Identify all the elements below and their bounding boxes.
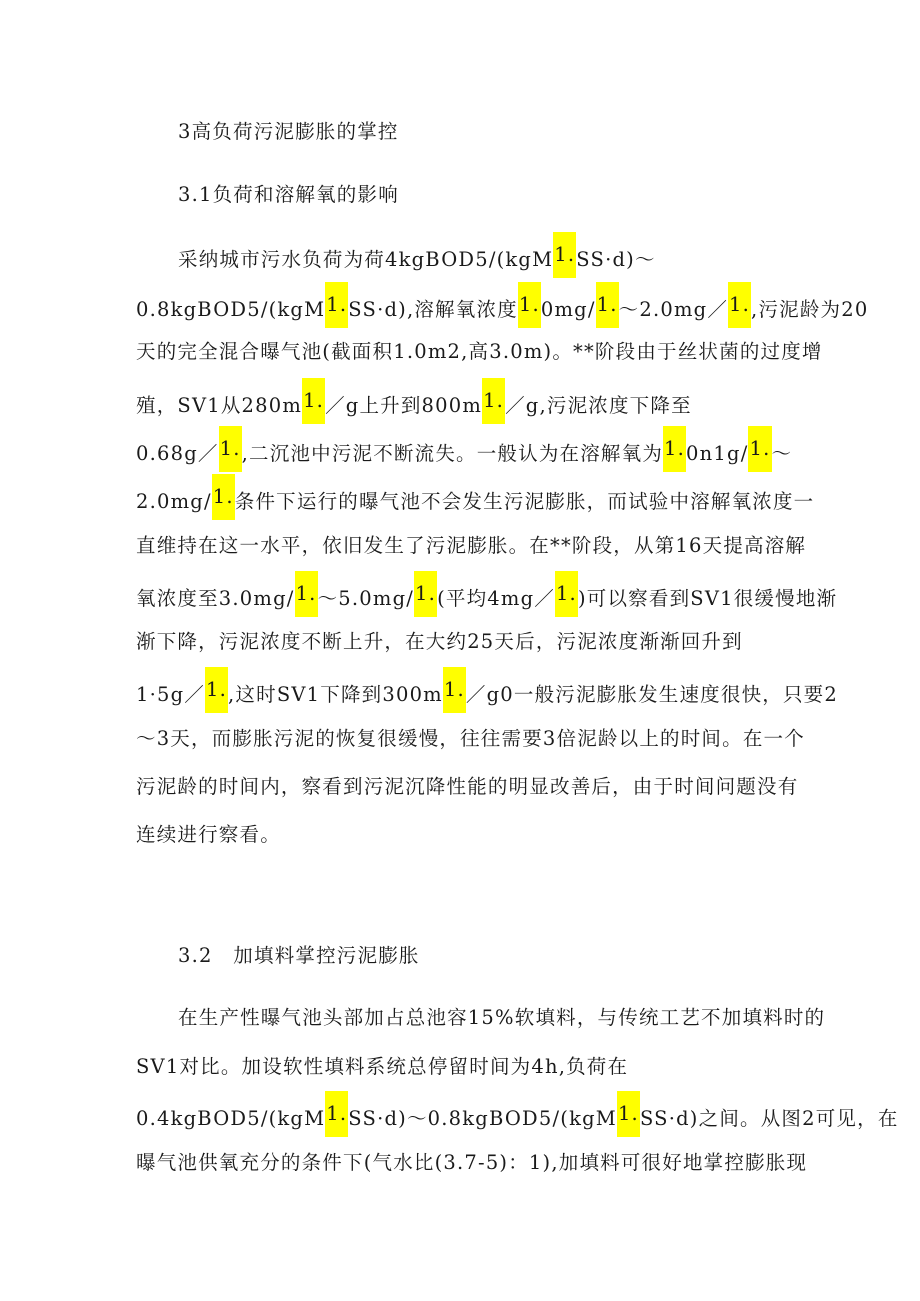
paragraph-line xyxy=(178,1006,825,1030)
text-segment: 采纳城市污水负荷为荷4kgBOD5/(kgM xyxy=(178,248,554,271)
paragraph-line xyxy=(136,534,806,558)
text-segment: 连续进行察看。 xyxy=(136,823,281,846)
paragraph-line xyxy=(136,582,837,617)
text-segment: 3高负荷污泥膨胀的掌控 xyxy=(178,120,399,143)
text-segment: ／g,污泥浓度下降至 xyxy=(505,394,692,417)
heading-3-1 xyxy=(178,183,399,207)
text-segment: ,这时SV1下降到300m xyxy=(228,683,443,706)
highlighted-text: 1. xyxy=(728,282,751,328)
text-segment: ～5.0mg/ xyxy=(317,587,415,610)
text-segment: 3.2 加填料掌控污泥膨胀 xyxy=(178,944,420,967)
text-segment: 直维持在这一水平，依旧发生了污泥膨胀。在**阶段，从第16天提高溶解 xyxy=(136,534,807,557)
paragraph-line xyxy=(136,775,798,799)
text-segment: 0.4kgBOD5/(kgM xyxy=(136,1107,326,1130)
paragraph-line xyxy=(136,727,805,751)
text-segment: ,二沉池中污泥不断流失。一般认为在溶解氧为 xyxy=(241,442,664,465)
text-segment: SS·d)～0.8kgBOD5/(kgM xyxy=(348,1107,617,1130)
paragraph-line xyxy=(136,823,281,847)
highlighted-text: 1. xyxy=(302,378,325,424)
paragraph-line xyxy=(136,1102,899,1137)
text-segment: 渐下降，污泥浓度不断上升，在大约25天后，污泥浓度渐渐回升到 xyxy=(136,630,743,653)
text-segment: 曝气池供氧充分的条件下(气水比(3.7-5)：1),加填料可很好地掌控膨胀现 xyxy=(136,1151,808,1174)
highlighted-text: 1. xyxy=(748,426,771,472)
text-segment: 0.8kgBOD5/(kgM xyxy=(136,298,326,321)
text-segment: 0.68g／ xyxy=(136,442,219,465)
text-segment: (平均4mg／ xyxy=(437,587,555,610)
text-segment: ／g0一般污泥膨胀发生速度很快，只要2 xyxy=(465,683,838,706)
highlighted-text: 1. xyxy=(219,426,242,472)
highlighted-text: 1. xyxy=(325,1091,348,1137)
paragraph-line xyxy=(136,485,814,520)
text-segment: 0n1g/ xyxy=(686,442,749,465)
text-segment: 天的完全混合曝气池(截面积1.0m2,高3.0m)。**阶段由于丝状菌的过度增 xyxy=(136,340,823,363)
text-segment: 污泥龄的时间内，察看到污泥沉降性能的明显改善后，由于时间问题没有 xyxy=(136,775,799,798)
paragraph-line xyxy=(178,243,656,278)
text-segment: 在生产性曝气池头部加占总池容15%软填料，与传统工艺不加填料时的 xyxy=(178,1006,826,1029)
text-segment: 殖，SV1从280m xyxy=(136,394,303,417)
paragraph-line xyxy=(136,630,743,654)
text-segment: ,污泥龄为20 xyxy=(751,298,869,321)
highlighted-text: 1. xyxy=(663,426,686,472)
paragraph-line xyxy=(136,340,823,364)
highlighted-text: 1. xyxy=(596,282,619,328)
paragraph-line xyxy=(136,389,692,424)
heading-3 xyxy=(178,120,399,144)
text-segment: SS·d),溶解氧浓度 xyxy=(348,298,518,321)
text-segment: )可以察看到SV1很缓慢地渐 xyxy=(577,587,838,610)
text-segment: ～2.0mg／ xyxy=(618,298,729,321)
highlighted-text: 1. xyxy=(205,667,228,713)
text-segment: 0mg/ xyxy=(540,298,596,321)
highlighted-text: 1. xyxy=(617,1091,640,1137)
text-segment: ／g上升到800m xyxy=(325,394,483,417)
highlighted-text: 1. xyxy=(553,232,576,278)
highlighted-text: 1. xyxy=(482,378,505,424)
paragraph-line xyxy=(136,437,792,472)
highlighted-text: 1. xyxy=(443,667,466,713)
text-segment: SS·d)～ xyxy=(576,248,656,271)
highlighted-text: 1. xyxy=(212,474,235,520)
text-segment: SS·d)之间。从图2可见，在 xyxy=(639,1107,899,1130)
highlighted-text: 1. xyxy=(414,571,437,617)
text-segment: ～3天，而膨胀污泥的恢复很缓慢，往往需要3倍泥龄以上的时间。在一个 xyxy=(136,727,805,750)
highlighted-text: 1. xyxy=(518,282,541,328)
paragraph-line xyxy=(136,293,868,328)
text-segment: 条件下运行的曝气池不会发生污泥膨胀，而试验中溶解氧浓度一 xyxy=(234,490,815,513)
highlighted-text: 1. xyxy=(555,571,578,617)
text-segment: 3.1负荷和溶解氧的影响 xyxy=(178,183,399,206)
paragraph-line xyxy=(136,1151,807,1175)
text-segment: 2.0mg/ xyxy=(136,490,212,513)
highlighted-text: 1. xyxy=(325,282,348,328)
text-segment: SV1对比。加设软性填料系统总停留时间为4h,负荷在 xyxy=(136,1055,629,1078)
heading-3-2 xyxy=(178,944,420,968)
paragraph-line xyxy=(136,678,838,713)
text-segment: 氧浓度至3.0mg/ xyxy=(136,587,295,610)
text-segment: 1·5g／ xyxy=(136,683,205,706)
highlighted-text: 1. xyxy=(295,571,318,617)
text-segment: ～ xyxy=(771,442,793,465)
paragraph-line xyxy=(136,1055,628,1079)
